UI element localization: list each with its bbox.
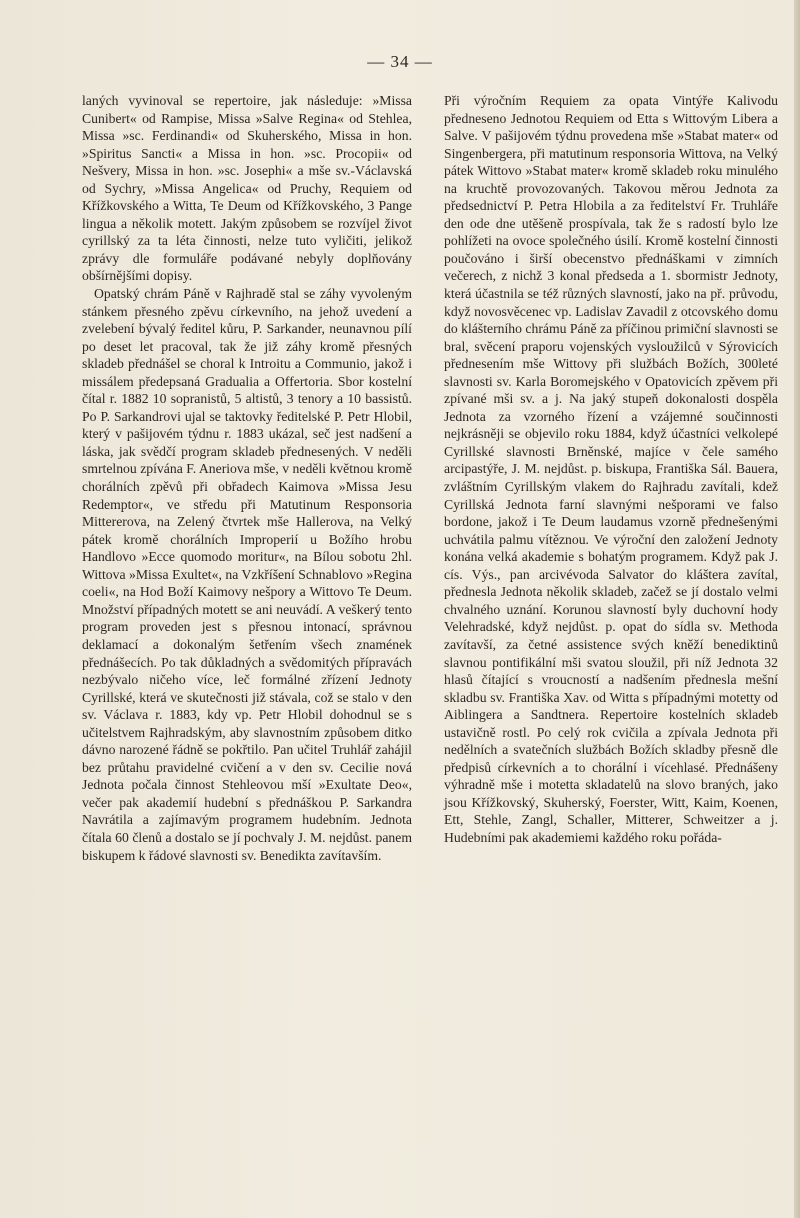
right-column: [444, 92, 778, 864]
page-edge-shadow: [794, 0, 800, 1218]
page-number: — 34 —: [367, 52, 433, 71]
left-paragraph-2: Opatský chrám Páně v Rajhradě stal se záhy vyvoleným stánkem přesného zpěvu církevního, na jehož uvedení a zvelebení bývalý ředitel kůru, P. Sarkander, neunavnou pílí po deset let pracoval, tak že již záhy kromě přesných skladeb přednášel se choral k Introitu a Communio, jakož i missálem předepsaná Gradualia a Offertoria. Sbor kostelní čítal r. 1882 10 sopranistů, 5 altistů, 3 tenory a 10 bassistů. Po P. Sarkandrovi ujal se taktovky ředitelské P. Petr Hlobil, který v pašijovém týdnu r. 1883 ukázal, seč jest nadšení a láska, jak svědčí program skladeb přednesených. V neděli smrtelnou zpívána F. Aneriova mše, v neděli květnou kromě chorálních zpěvů při obřadech Kaimova »Missa Jesu Redemptor«, ve středu při Matutinum Responsoria Mittererova, na Zelený čtvrtek mše Hallerova, na Velký pátek kromě chorálních Improperií u Božího hrobu Handlovo »Ecce quomodo moritur«, na Bílou sobotu 2hl. Wittova »Missa Exultet«, na Vzkříšení Schnablovo »Regina coeli«, na Hod Boží Kaimovy nešpory a Wittovo Te Deum. Množství případných motett se ani neuvádí. A veškerý tento program proveden jest s přesnou intonací, správnou deklamací a dokonalým šetřením všech znamének přednášecích. Po tak důkladných a svědomitých přípravách nezbývalo ničeho více, leč formálné zřízení Jednoty Cyrillské, která ve skutečnosti již stávala, což se stalo v den sv. Václava r. 1883, kdy vp. Petr Hlobil dohodnul se s učitelstvem Rajhradským, aby slavnostním způsobem ditko dávno narozené řádně se pokřtilo. Pan učitel Truhlář zahájil bez průtahu pravidelné cvičení a v den sv. Cecilie nová Jednota počala činnost Stehleovou mší »Exultate Deo«, večer pak akademií hudební s přednáškou P. Sarkandra Navrátila a zajímavým programem hudebním. Jednota čítala 60 členů a dostalo se jí pochvaly J. M. nejdůst. panem biskupem k řádové slavnosti sv. Benedikta zavítavším.: [82, 286, 412, 863]
left-paragraph-1: laných vyvinoval se repertoire, jak následuje: »Missa Cunibert« od Rampise, Missa »Salve Regina« od Stehlea, Missa »sc. Ferdinandi« od Skuherského, Missa in hon. »Spiritus Sancti« a Missa in hon. »sc. Procopii« od Nešvery, Missa in hon. »sc. Josephi« a mše sv.-Václavská od Sychry, »Missa Angelica« od Pruchy, Requiem od Křížkovského a Witta, Te Deum od Křížkovského, 3 Pange lingua a několik motett. Jakým způsobem se rozvíjel život cyrillský za ta léta činnosti, nelze tuto vyličiti, jelikož zprávy dle formuláře podávané nebyly doplňovány obšírnějšími dopisy.: [82, 93, 412, 284]
left-column: [82, 92, 412, 864]
text-columns: [82, 92, 778, 864]
right-paragraph-1: Při výročním Requiem za opata Vintýře Kalivodu předneseno Jednotou Requiem od Etta s Wittovým Libera a Salve. V pašijovém týdnu provedena mše »Stabat mater« od Singenbergera, při matutinum responsoria Wittova, na Velký pátek Wittovo »Stabat mater« kromě skladeb roku minulého na kruchtě provozovaných. Takovou měrou Jednota za předsednictví P. Petra Hlobila a za ředitelství Fr. Truhláře den ode dne utěšeně prospívala, tak že s radostí bylo lze pohlížeti na ovoce společného úsilí. Kromě kostelní činnosti poučováno i širší obecenstvo přednáškami v zimních večerech, z nichž 3 konal předseda a 1. sbormistr Jednoty, která účastnila se též různých slavností, jako na př. průvodu, když novosvěcenec vp. Ladislav Zavadil z otcovského domu do klášterního chrámu Páně za příčinou primiční slavnosti se bral, svěcení praporu vojenských vysloužilců v Sýrovicích přednesením mše Wittovy při službách Božích, 300leté slavnosti sv. Karla Boromejského v Opatovicích zpěvem při zpívané mši sv. a j. Na jaký stupeň dokonalosti dospěla Jednota za vzorného řízení a vzájemné součinnosti nejkrásněji se objevilo roku 1884, když účastníci velkolepé Cyrillské slavnosti Brněnské, majíce v čele samého arcipastýře, J. M. nejdůst. p. biskupa, Františka Sál. Bauera, zvláštním Cyrillským vlakem do Rajhradu zavítali, kdež Cyrillská Jednota farní slavnými nešporami ve falso bordone, jakož i Te Deum laudamus vzorně přednešenými uchvátila palmu vítěznou. Ve výroční den založení Jednoty konána velká akademie s bohatým programem. Když pak J. cís. Výs., pan arcivévoda Salvator do kláštera zavítal, přednesla Jednota několik skladeb, začež se jí dostalo velmi chvalného uznání. Korunou slavností byly duchovní hody Velehradské, když nejdůst. p. opat do sídla sv. Methoda zavítavší, za četné assistence svých kněží benediktinů slavnou pontifikální mši svatou sloužil, při níž Jednota 32 hlasů čítající s vroucností a nadšením přednesla mešní skladbu sv. Františka Xav. od Witta s případnými motetty od Aiblingera a Sandtnera. Repertoire kostelních skladeb ustavičně rostl. Po celý rok cvičila a zpívala Jednota při nedělních a svatečních službách Božích skladby přesně dle předpisů církevních a to chorální i vícehlasé. Přednášeny výhradně mše i motetta skladatelů na slovo braných, jako jsou Křížkovský, Skuherský, Foerster, Witt, Kaim, Koenen, Ett, Stehle, Zangl, Schaller, Mitterer, Schweitzer a j. Hudebními pak akademiemi každého roku pořáda-: [444, 93, 778, 845]
